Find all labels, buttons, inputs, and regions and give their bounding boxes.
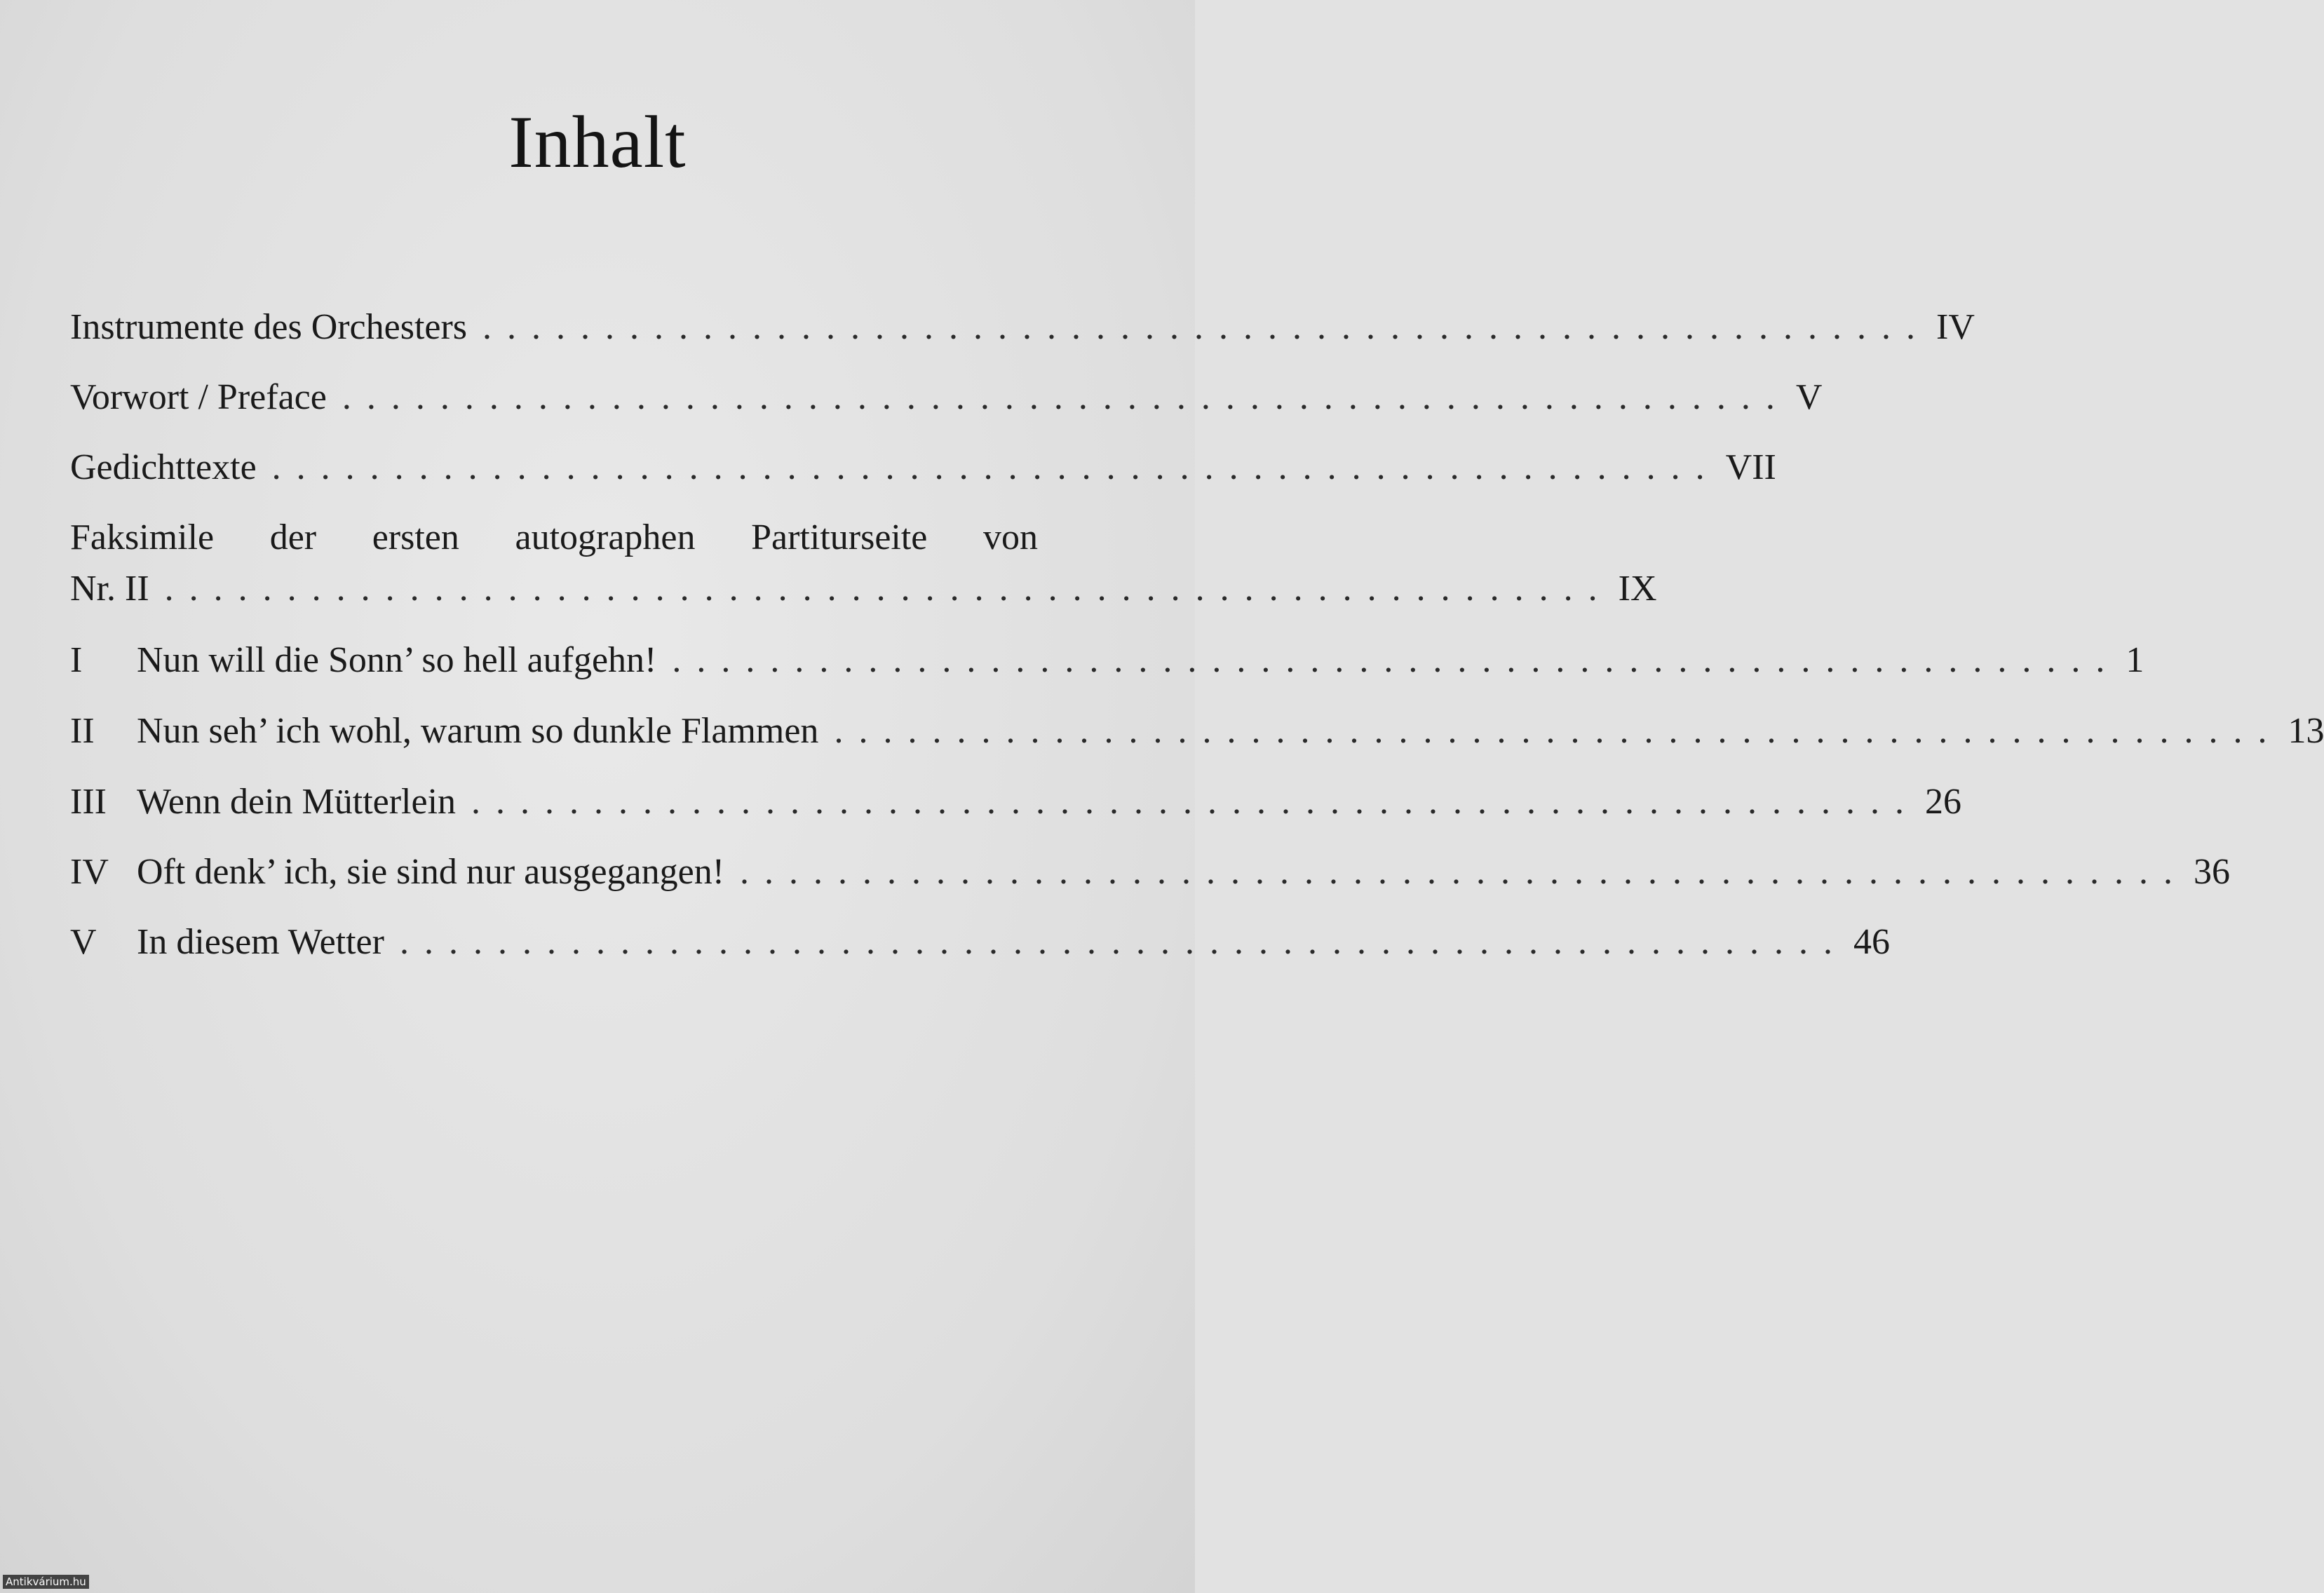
toc-entry-page: IV — [1936, 307, 1975, 347]
toc-entry — [70, 921, 1890, 963]
toc-entry — [70, 447, 1776, 489]
toc-entry-page: 46 — [1853, 922, 1890, 962]
toc-entry-label: In diesem Wetter — [137, 922, 384, 962]
toc-entry-number: III — [70, 782, 107, 822]
dot-leader: ........................................................... — [342, 377, 1790, 417]
dot-leader: ........................................................... — [471, 782, 1920, 822]
toc-entry-page: V — [1795, 377, 1823, 417]
toc-entry — [70, 851, 2231, 893]
toc-entry-number: V — [70, 922, 97, 962]
toc-entry-label: Wenn dein Mütterlein — [137, 782, 457, 822]
toc-entry — [70, 639, 2144, 682]
toc-entry-page: VII — [1725, 447, 1776, 487]
toc-entry — [70, 781, 1962, 823]
toc-entry-page: 1 — [2126, 640, 2144, 680]
dot-leader: ........................................................... — [740, 852, 2189, 892]
toc-entry-page: IX — [1618, 569, 1657, 609]
dot-leader: ........................................................... — [482, 307, 1931, 347]
toc-entry-label: Gedichttexte — [70, 447, 257, 487]
toc-entry-number: I — [70, 640, 83, 680]
toc-entry-label: Nr. II — [70, 569, 149, 609]
toc-entry — [70, 306, 1975, 348]
dot-leader: ........................................................... — [399, 922, 1848, 962]
toc-entry-label: Vorwort / Preface — [70, 377, 327, 417]
toc-entry-page: 36 — [2194, 852, 2231, 892]
watermark-label: Antikvárium.hu — [3, 1575, 89, 1589]
toc-entry — [70, 568, 1657, 610]
toc-entry-page: 26 — [1925, 782, 1962, 822]
toc-entry-label: Instrumente des Orchesters — [70, 307, 468, 347]
toc-entry-label-line1: Faksimile der ersten autographen Partiturseite von — [70, 517, 1038, 557]
toc-entry-label: Nun will die Sonn’ so hell aufgehn! — [137, 640, 657, 680]
toc-entry — [70, 377, 1823, 419]
dot-leader: ........................................................... — [164, 569, 1613, 609]
toc-entry — [70, 710, 2324, 752]
dot-leader: ........................................................... — [271, 447, 1720, 487]
toc-entry-page: 13 — [2288, 711, 2324, 751]
toc-entry-number: IV — [70, 852, 109, 892]
dot-leader: ........................................................... — [672, 640, 2121, 680]
toc-entry-label: Oft denk’ ich, sie sind nur ausgegangen! — [137, 852, 725, 892]
dot-leader: ........................................................... — [834, 711, 2283, 751]
page-title: Inhalt — [508, 101, 687, 183]
toc-entry-label: Nun seh’ ich wohl, warum so dunkle Flammen — [137, 711, 819, 751]
toc-entry-number: II — [70, 711, 95, 751]
